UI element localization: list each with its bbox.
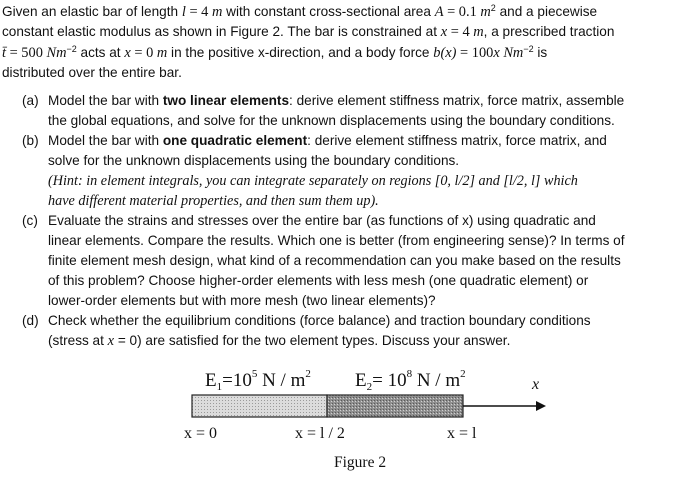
superscript: 2 (490, 3, 496, 13)
label-x0: x = 0 (184, 425, 218, 442)
text: = 0) are satisfied for the two element types. Discuss your answer. (114, 333, 511, 348)
math-var: m (211, 4, 223, 20)
text: with constant cross-sectional area (222, 4, 435, 19)
math-var: x (124, 44, 131, 61)
text: in the positive x-direction, and a body force (167, 44, 434, 60)
question-line: of this problem? Choose higher-order elements with less mesh (one quadratic element) or (48, 273, 589, 288)
math-text: = 4 (185, 4, 212, 20)
text: acts at (76, 44, 125, 60)
text: , a prescribed traction (483, 24, 615, 40)
intro-line-1 (2, 2, 678, 22)
math-var: m (156, 44, 168, 61)
figure-2 (0, 355, 682, 482)
math-var: m (473, 24, 484, 41)
emphasis: two linear elements (162, 93, 290, 108)
math-text: = 100 (456, 44, 494, 61)
math-var: l (181, 4, 186, 20)
question-label: (c) (22, 213, 38, 228)
question-line: lower-order elements but with more mesh (two linear elements)? (48, 293, 436, 308)
question-line: finite element mesh design, what kind of a recommendation can you make based on the results (48, 253, 621, 268)
math-var: m (480, 4, 491, 20)
hint-line: (Hint: in element integrals, you can integrate separately on regions [0, l/2] and [l/2, l] which (48, 173, 578, 189)
intro-line-3 (2, 43, 678, 63)
math-var: x Nm (493, 44, 524, 61)
text: : derive element stiffness matrix, force matrix, and (307, 133, 607, 148)
label-xmid: x = l / 2 (295, 425, 345, 442)
x-axis-label: x (532, 376, 540, 393)
question-line: Check whether the equilibrium conditions (force balance) and traction boundary conditions (48, 313, 591, 328)
e1-label: $E_1=10^5$ N / $m^2$ (205, 368, 311, 393)
question-list (0, 91, 682, 351)
e2-label: $E_2= 10^8$ N / $m^2$ (355, 368, 466, 393)
question-line (48, 331, 682, 351)
question-a (0, 91, 682, 131)
math-var: x (440, 24, 448, 41)
text: Given an elastic bar of length (2, 4, 182, 19)
math-var: b(x) (433, 44, 457, 61)
bar-segment-left (192, 395, 327, 417)
emphasis: one quadratic element (162, 133, 308, 148)
question-b (0, 131, 682, 211)
question-label: (b) (22, 133, 39, 148)
text: and a piecewise (495, 4, 598, 19)
math-text: = 0.1 (443, 4, 481, 20)
question-line: Evaluate the strains and stresses over the entire bar (as functions of x) using quadratic and (48, 213, 596, 228)
math-var: x (107, 333, 115, 349)
question-label: (d) (22, 313, 39, 328)
text: Model the bar with (48, 133, 163, 148)
bar-segment-right (327, 395, 463, 417)
math-var: t̄ (2, 44, 6, 61)
problem-statement (2, 2, 678, 84)
question-line (48, 131, 682, 151)
superscript: −2 (523, 43, 534, 54)
text: (stress at (48, 333, 108, 348)
math-text: = 4 (447, 24, 474, 41)
math-var: A (434, 4, 444, 20)
math-text: = 500 (6, 44, 47, 61)
math-var: Nm (46, 44, 67, 61)
question-line: linear elements. Compare the results. Which one is better (from engineering sense)? In terms of (48, 233, 625, 248)
question-d (0, 311, 682, 351)
superscript: −2 (66, 43, 77, 54)
question-label: (a) (22, 93, 39, 108)
label-xend: x = l (447, 425, 477, 442)
intro-line-2 (2, 22, 678, 42)
text: is (533, 44, 548, 60)
intro-line-4: distributed over the entire bar. (2, 65, 182, 81)
text: constant elastic modulus as shown in Figure 2. The bar is constrained at (2, 24, 441, 40)
math-text: = 0 (130, 44, 157, 61)
question-line: the global equations, and solve for the unknown displacements using the boundary conditions. (48, 113, 615, 128)
x-axis-arrowhead (536, 401, 546, 411)
question-line: solve for the unknown displacements using the boundary conditions. (48, 153, 460, 168)
hint-line: have different material properties, and then sum them up). (48, 193, 379, 209)
bar-diagram (0, 355, 682, 482)
question-c (0, 211, 682, 311)
text: : derive element stiffness matrix, force matrix, assemble (289, 93, 625, 108)
figure-caption: Figure 2 (334, 454, 387, 471)
text: Model the bar with (48, 93, 163, 108)
question-line (48, 91, 682, 111)
